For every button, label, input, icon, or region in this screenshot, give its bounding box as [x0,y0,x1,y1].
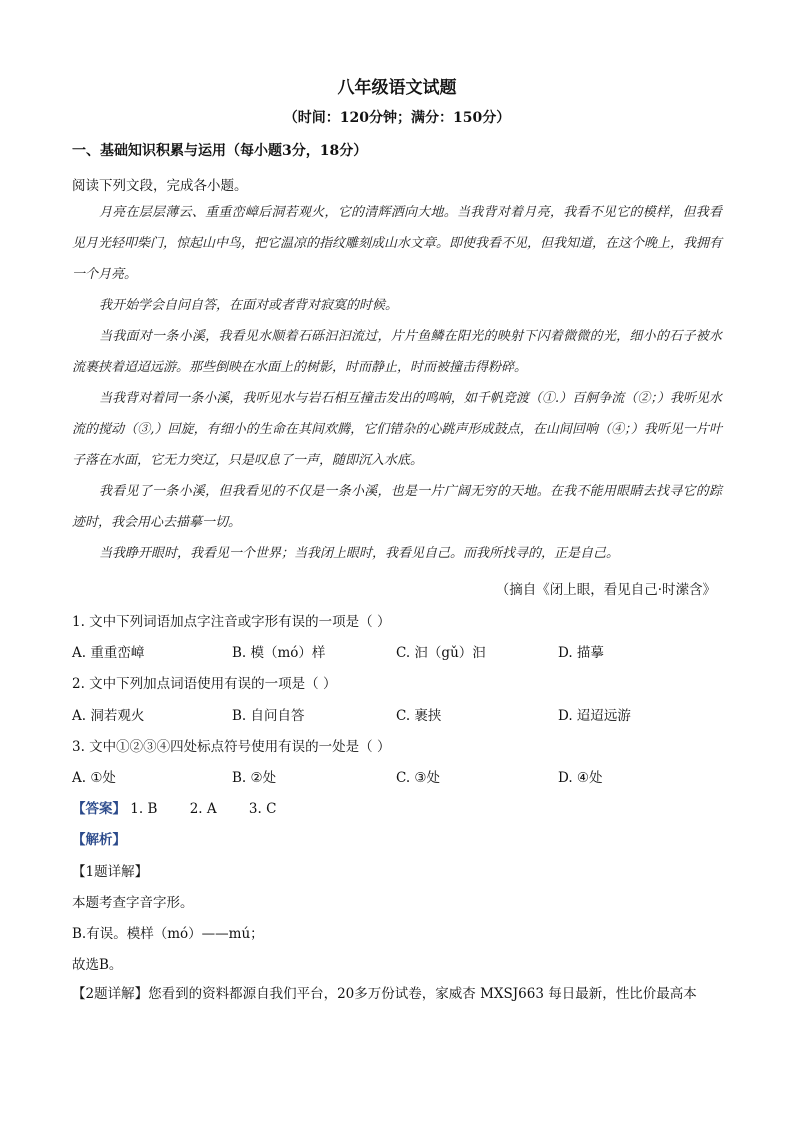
option-d[interactable]: D. 描摹 [558,645,604,661]
question-2-stem: 2. 文中下列加点词语使用有误的一项是（ ） [72,676,337,692]
detail-1-text: B.有误。模样（mó）——mú； [72,926,264,942]
question-1-stem: 1. 文中下列词语加点字注音或字形有误的一项是（ ） [72,614,391,630]
option-b[interactable]: B. 自问自答 [232,708,305,724]
option-c[interactable]: C. 裹挟 [396,708,442,724]
option-d[interactable]: D. 迢迢远游 [558,708,631,724]
passage-paragraph: 当我面对一条小溪，我看见水顺着石砾汩汩流过，片片鱼鳞在阳光的映射下闪着微微的光，细小的石子被水流裹挟着迢迢远游。那些倒映在水面上的树影，时而静止，时而被撞击得粉碎。 [72,329,722,375]
page-title: 八年级语文试题 [337,78,457,98]
answer-value: 3. C [248,801,277,817]
option-c[interactable]: C. 汩（gǔ）汩 [396,645,486,661]
exam-info: （时间：120分钟；满分：150分） [283,110,511,126]
option-a[interactable]: A. 重重峦嶂 [72,645,145,661]
detail-2-line [72,982,724,1002]
answer-value: 1. B [130,801,158,817]
analysis-label: 【解析】 [72,832,126,848]
passage-source: （摘自《闭上眼，看见自己·时潆含》 [495,582,716,598]
reading-passage [72,197,722,569]
passage-paragraph: 月亮在层层薄云、重重峦嶂后洞若观火，它的清辉洒向大地。当我背对着月亮，我看不见它的模样，但我看见月光轻叩柴门，惊起山中鸟，把它温凉的指纹雕刻成山水文章。即使我看不见，但我知道，在这个晚上，我拥有一个月亮。 [72,205,723,282]
passage-paragraph: 当我背对着同一条小溪，我听见水与岩石相互撞击发出的鸣响，如千帆竞渡（①.）百舸争流（②；）我听见水流的搅动（③,）回旋，有细小的生命在其间欢腾，它们错杂的心跳声形成鼓点，在山间回响（④；）我听见一片叶子落在水面，它无力突辽，只是叹息了一声，随即沉入水底。 [72,391,722,468]
option-a[interactable]: A. ①处 [72,770,116,786]
passage-paragraph: 我开始学会自问自答，在面对或者背对寂寞的时候。 [99,298,399,313]
detail-1-label: 【1题详解】 [72,864,149,880]
option-d[interactable]: D. ④处 [558,770,603,786]
passage-paragraph: 当我睁开眼时，我看见一个世界；当我闭上眼时，我看见自己。而我所找寻的，正是自己。 [99,546,620,561]
instruction-text: 阅读下列文段，完成各小题。 [72,178,248,194]
answer-value: 2. A [189,801,217,817]
detail-1-text: 故选B。 [72,957,123,973]
section-heading: 一、基础知识积累与运用（每小题3分，18分） [72,143,368,159]
detail-2-text: 您看到的资料都源自我们平台，20多万份试卷，家威杏 MXSJ663 每日最新，性比价最高本 [148,986,697,1002]
detail-1-text: 本题考查字音字形。 [72,895,194,911]
option-c[interactable]: C. ③处 [396,770,441,786]
question-3-stem: 3. 文中①②③④四处标点符号使用有误的一处是（ ） [72,739,391,755]
answer-line [72,797,276,817]
option-a[interactable]: A. 洞若观火 [72,708,145,724]
detail-2-label: 【2题详解】 [72,986,149,1002]
passage-paragraph: 我看见了一条小溪，但我看见的不仅是一条小溪，也是一片广阔无穷的天地。在我不能用眼睛去找寻它的踪迹时，我会用心去描摹一切。 [72,484,722,530]
answer-label: 【答案】 [72,801,126,817]
option-b[interactable]: B. ②处 [232,770,277,786]
option-b[interactable]: B. 模（mó）样 [232,645,326,661]
